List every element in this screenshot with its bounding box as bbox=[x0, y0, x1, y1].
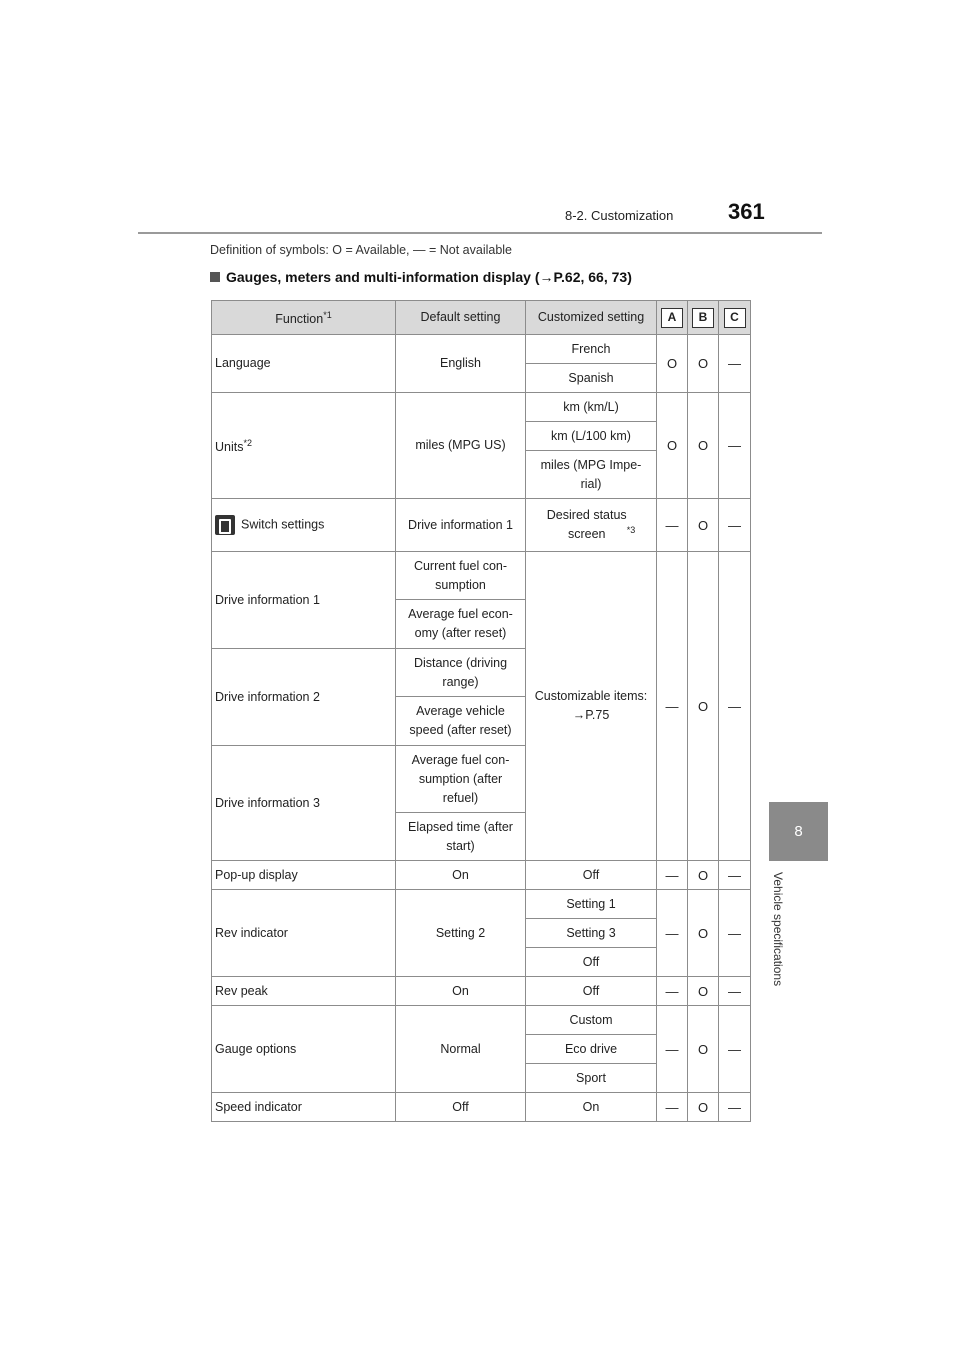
option-cell: Customizable items: →P.75 bbox=[526, 552, 657, 861]
section-heading bbox=[210, 269, 632, 285]
availability-a: — bbox=[657, 499, 688, 552]
function-cell: Pop-up display bbox=[212, 861, 396, 890]
default-cell: Average fuel econ- omy (after reset) bbox=[396, 600, 526, 649]
option-cell: Eco drive bbox=[526, 1035, 657, 1064]
availability-c: — bbox=[719, 890, 751, 977]
availability-a: — bbox=[657, 1093, 688, 1122]
option-cell: Off bbox=[526, 977, 657, 1006]
square-bullet-icon bbox=[210, 272, 220, 282]
availability-c: — bbox=[719, 1093, 751, 1122]
function-cell: Units$^{*2}$ bbox=[212, 393, 396, 499]
availability-b: O bbox=[688, 977, 719, 1006]
availability-a: — bbox=[657, 977, 688, 1006]
option-cell: On bbox=[526, 1093, 657, 1122]
availability-b: O bbox=[688, 890, 719, 977]
availability-b: O bbox=[688, 393, 719, 499]
default-cell: On bbox=[396, 977, 526, 1006]
table-header-row bbox=[212, 301, 751, 335]
availability-b: O bbox=[688, 1093, 719, 1122]
option-cell: Off bbox=[526, 948, 657, 977]
option-cell: Sport bbox=[526, 1064, 657, 1093]
header-section-title: 8-2. Customization bbox=[565, 208, 674, 223]
availability-b: O bbox=[688, 335, 719, 393]
availability-b: O bbox=[688, 861, 719, 890]
table-row bbox=[212, 393, 751, 422]
chapter-label-container bbox=[771, 872, 791, 1012]
function-cell: Language bbox=[212, 335, 396, 393]
header-col-a bbox=[657, 301, 688, 335]
header-divider bbox=[138, 232, 822, 234]
default-cell: Distance (driving range) bbox=[396, 649, 526, 697]
availability-c: — bbox=[719, 499, 751, 552]
option-cell: Desired status screen $^{*3}$ bbox=[526, 499, 657, 552]
option-cell: Setting 1 bbox=[526, 890, 657, 919]
availability-a: — bbox=[657, 861, 688, 890]
col-a-badge: A bbox=[661, 308, 683, 328]
header-default: Default setting bbox=[396, 301, 526, 335]
col-c-badge: C bbox=[724, 308, 746, 328]
availability-a: — bbox=[657, 552, 688, 861]
default-cell: Off bbox=[396, 1093, 526, 1122]
header-col-b bbox=[688, 301, 719, 335]
function-cell: Drive information 2 bbox=[212, 649, 396, 746]
availability-b: O bbox=[688, 1006, 719, 1093]
chapter-tab: 8 bbox=[769, 802, 828, 861]
availability-c: — bbox=[719, 1006, 751, 1093]
availability-a: — bbox=[657, 890, 688, 977]
default-cell: Current fuel con- sumption bbox=[396, 552, 526, 600]
table-row bbox=[212, 977, 751, 1006]
page-number: 361 bbox=[728, 199, 765, 224]
function-cell: Switch settings bbox=[212, 499, 396, 552]
option-cell: miles (MPG Impe- rial) bbox=[526, 451, 657, 499]
header-customized: Customized setting bbox=[526, 301, 657, 335]
default-cell: Normal bbox=[396, 1006, 526, 1093]
default-cell: Drive information 1 bbox=[396, 499, 526, 552]
option-cell: km (L/100 km) bbox=[526, 422, 657, 451]
default-cell: Elapsed time (after start) bbox=[396, 813, 526, 861]
function-cell: Rev peak bbox=[212, 977, 396, 1006]
function-cell: Gauge options bbox=[212, 1006, 396, 1093]
default-cell: Average vehicle speed (after reset) bbox=[396, 697, 526, 746]
availability-c: — bbox=[719, 552, 751, 861]
table-row bbox=[212, 1093, 751, 1122]
header-function: Function$^{*1}$ bbox=[212, 301, 396, 335]
option-cell: km (km/L) bbox=[526, 393, 657, 422]
customization-table bbox=[211, 300, 751, 1122]
option-cell: French bbox=[526, 335, 657, 364]
option-cell: Setting 3 bbox=[526, 919, 657, 948]
availability-a: O bbox=[657, 335, 688, 393]
symbol-definition: Definition of symbols: O = Available, — = Not available bbox=[210, 243, 513, 257]
function-cell: Speed indicator bbox=[212, 1093, 396, 1122]
switch-settings-icon bbox=[215, 515, 235, 535]
availability-c: — bbox=[719, 335, 751, 393]
table-row bbox=[212, 861, 751, 890]
default-cell: On bbox=[396, 861, 526, 890]
availability-a: — bbox=[657, 1006, 688, 1093]
section-title: Gauges, meters and multi-information display (→P.62, 66, 73) bbox=[226, 269, 632, 285]
availability-a: O bbox=[657, 393, 688, 499]
availability-c: — bbox=[719, 977, 751, 1006]
function-cell: Rev indicator bbox=[212, 890, 396, 977]
availability-b: O bbox=[688, 499, 719, 552]
default-cell: Setting 2 bbox=[396, 890, 526, 977]
header-col-c bbox=[719, 301, 751, 335]
function-cell: Drive information 3 bbox=[212, 746, 396, 861]
option-cell: Spanish bbox=[526, 364, 657, 393]
chapter-label: Vehicle specifications bbox=[771, 872, 785, 987]
option-cell: Off bbox=[526, 861, 657, 890]
default-cell: English bbox=[396, 335, 526, 393]
availability-c: — bbox=[719, 861, 751, 890]
table-row bbox=[212, 552, 751, 600]
table-row bbox=[212, 335, 751, 364]
function-cell: Drive information 1 bbox=[212, 552, 396, 649]
availability-c: — bbox=[719, 393, 751, 499]
default-cell: Average fuel con- sumption (after refuel) bbox=[396, 746, 526, 813]
availability-b: O bbox=[688, 552, 719, 861]
table-row bbox=[212, 1006, 751, 1035]
default-cell: miles (MPG US) bbox=[396, 393, 526, 499]
table-row bbox=[212, 890, 751, 919]
option-cell: Custom bbox=[526, 1006, 657, 1035]
table-row bbox=[212, 499, 751, 552]
col-b-badge: B bbox=[692, 308, 714, 328]
